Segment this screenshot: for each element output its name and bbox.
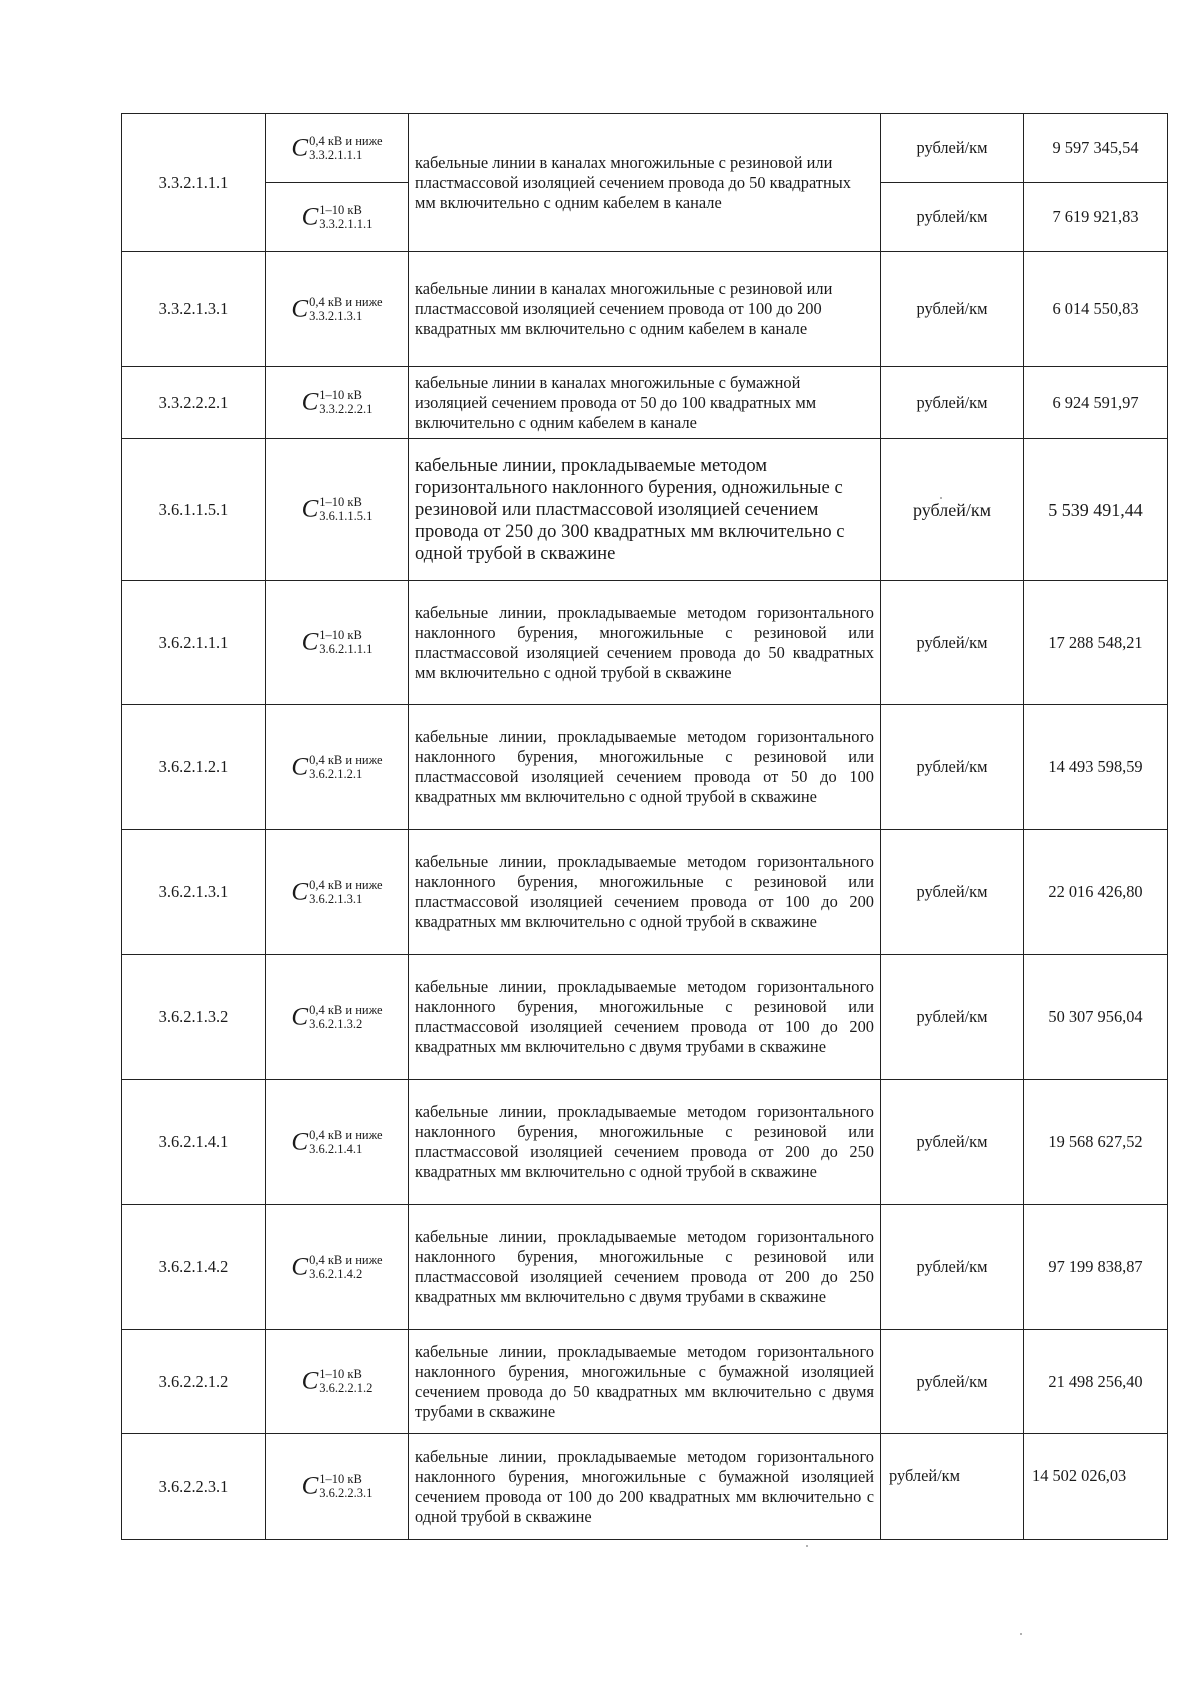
rate-description: кабельные линии, прокладываемые методом горизонтального наклонного бурения, многожильные с бумажной изоляцией сечением провода до 50 квадратных мм включительно с двумя трубами в скважине <box>409 1330 881 1434</box>
rate-value: 21 498 256,40 <box>1024 1330 1168 1434</box>
rate-code: 3.6.2.1.4.2 <box>122 1205 266 1330</box>
rate-value: 14 502 026,03 <box>1024 1434 1168 1540</box>
rate-symbol: C 0,4 кВ и ниже 3.6.2.1.3.2 <box>266 955 409 1080</box>
rate-code: 3.6.1.1.5.1 <box>122 439 266 581</box>
rate-description: кабельные линии, прокладываемые методом горизонтального наклонного бурения, многожильные с резиновой или пластмассовой изоляцией сечением провода от 50 до 100 квадратных мм включительно с одной трубой в скважине <box>409 705 881 830</box>
table-row <box>122 114 1168 183</box>
rate-symbol: C 0,4 кВ и ниже 3.6.2.1.2.1 <box>266 705 409 830</box>
rate-value: 9 597 345,54 <box>1024 114 1168 183</box>
rate-symbol: C 1–10 кВ 3.6.2.2.1.2 <box>266 1330 409 1434</box>
scan-speck <box>940 497 942 499</box>
rate-description: кабельные линии, прокладываемые методом горизонтального наклонного бурения, многожильные с резиновой или пластмассовой изоляцией сечением провода от 100 до 200 квадратных мм включительно с одной трубой в скважине <box>409 830 881 955</box>
rate-symbol: C 1–10 кВ 3.6.1.1.5.1 <box>266 439 409 581</box>
rate-unit: рублей/км <box>881 955 1024 1080</box>
rate-value: 97 199 838,87 <box>1024 1205 1168 1330</box>
table-row <box>122 705 1168 830</box>
rate-unit: рублей/км <box>881 1330 1024 1434</box>
table-row <box>122 581 1168 705</box>
rate-symbol: C 1–10 кВ 3.6.2.1.1.1 <box>266 581 409 705</box>
rate-value: 6 014 550,83 <box>1024 252 1168 367</box>
rate-code: 3.6.2.1.4.1 <box>122 1080 266 1205</box>
rate-unit: рублей/км <box>881 705 1024 830</box>
rate-unit: рублей/км <box>881 581 1024 705</box>
rate-code: 3.3.2.1.3.1 <box>122 252 266 367</box>
rate-description: кабельные линии, прокладываемые методом горизонтального наклонного бурения, многожильные с резиновой или пластмассовой изоляцией сечением провода от 200 до 250 квадратных мм включительно с одной трубой в скважине <box>409 1080 881 1205</box>
rate-code: 3.6.2.1.3.1 <box>122 830 266 955</box>
rate-description: кабельные линии, прокладываемые методом горизонтального наклонного бурения, многожильные с резиновой или пластмассовой изоляцией сечением провода от 100 до 200 квадратных мм включительно с двумя трубами в скважине <box>409 955 881 1080</box>
table-row <box>122 955 1168 1080</box>
rates-table <box>121 113 1168 1540</box>
table-row <box>122 252 1168 367</box>
rate-code: 3.6.2.1.1.1 <box>122 581 266 705</box>
rate-unit: рублей/км <box>881 439 1024 581</box>
table-row <box>122 367 1168 439</box>
rate-symbol: C 1–10 кВ 3.3.2.1.1.1 <box>266 183 409 252</box>
rate-value: 19 568 627,52 <box>1024 1080 1168 1205</box>
rate-symbol: C 0,4 кВ и ниже 3.6.2.1.4.1 <box>266 1080 409 1205</box>
rate-code: 3.6.2.2.1.2 <box>122 1330 266 1434</box>
table-row <box>122 1434 1168 1540</box>
rate-description: кабельные линии в каналах многожильные с резиновой или пластмассовой изоляцией сечением провода до 50 квадратных мм включительно с одним кабелем в канале <box>409 114 881 252</box>
scan-speck <box>806 1545 808 1547</box>
rate-value: 17 288 548,21 <box>1024 581 1168 705</box>
table-row <box>122 1080 1168 1205</box>
rate-unit: рублей/км <box>881 367 1024 439</box>
rate-description: кабельные линии в каналах многожильные с бумажной изоляцией сечением провода от 50 до 100 квадратных мм включительно с одним кабелем в канале <box>409 367 881 439</box>
rate-symbol: C 0,4 кВ и ниже 3.6.2.1.3.1 <box>266 830 409 955</box>
rate-unit: рублей/км <box>881 1434 1024 1540</box>
rate-symbol: C 0,4 кВ и ниже 3.3.2.1.3.1 <box>266 252 409 367</box>
table-row <box>122 439 1168 581</box>
rate-description: кабельные линии, прокладываемые методом горизонтального наклонного бурения, многожильные с резиновой или пластмассовой изоляцией сечением провода до 50 квадратных мм включительно с одной трубой в скважине <box>409 581 881 705</box>
rate-unit: рублей/км <box>881 114 1024 183</box>
rate-symbol: C 0,4 кВ и ниже 3.3.2.1.1.1 <box>266 114 409 183</box>
rate-code: 3.3.2.2.2.1 <box>122 367 266 439</box>
rate-unit: рублей/км <box>881 1080 1024 1205</box>
table-row <box>122 1330 1168 1434</box>
rate-code: 3.3.2.1.1.1 <box>122 114 266 252</box>
rate-unit: рублей/км <box>881 183 1024 252</box>
rate-symbol: C 1–10 кВ 3.6.2.2.3.1 <box>266 1434 409 1540</box>
rate-code: 3.6.2.1.3.2 <box>122 955 266 1080</box>
rate-unit: рублей/км <box>881 252 1024 367</box>
rate-description: кабельные линии в каналах многожильные с резиновой или пластмассовой изоляцией сечением провода от 100 до 200 квадратных мм включительно с одним кабелем в канале <box>409 252 881 367</box>
rate-value: 7 619 921,83 <box>1024 183 1168 252</box>
rate-unit: рублей/км <box>881 1205 1024 1330</box>
rate-code: 3.6.2.1.2.1 <box>122 705 266 830</box>
rate-value: 6 924 591,97 <box>1024 367 1168 439</box>
scan-speck <box>1020 1633 1022 1635</box>
rate-value: 14 493 598,59 <box>1024 705 1168 830</box>
table-row <box>122 1205 1168 1330</box>
rate-symbol: C 1–10 кВ 3.3.2.2.2.1 <box>266 367 409 439</box>
table-row <box>122 830 1168 955</box>
rate-code: 3.6.2.2.3.1 <box>122 1434 266 1540</box>
rate-symbol: C 0,4 кВ и ниже 3.6.2.1.4.2 <box>266 1205 409 1330</box>
rate-value: 22 016 426,80 <box>1024 830 1168 955</box>
rate-unit: рублей/км <box>881 830 1024 955</box>
rate-description: кабельные линии, прокладываемые методом горизонтального наклонного бурения, одножильные с резиновой или пластмассовой изоляцией сечением провода от 250 до 300 квадратных мм включительно с одной трубой в скважине <box>409 439 881 581</box>
rate-description: кабельные линии, прокладываемые методом горизонтального наклонного бурения, многожильные с резиновой или пластмассовой изоляцией сечением провода от 200 до 250 квадратных мм включительно с двумя трубами в скважине <box>409 1205 881 1330</box>
rate-value: 5 539 491,44 <box>1024 439 1168 581</box>
rate-value: 50 307 956,04 <box>1024 955 1168 1080</box>
rate-description: кабельные линии, прокладываемые методом горизонтального наклонного бурения, многожильные с бумажной изоляцией сечением провода от 100 до 200 квадратных мм включительно с одной трубой в скважине <box>409 1434 881 1540</box>
